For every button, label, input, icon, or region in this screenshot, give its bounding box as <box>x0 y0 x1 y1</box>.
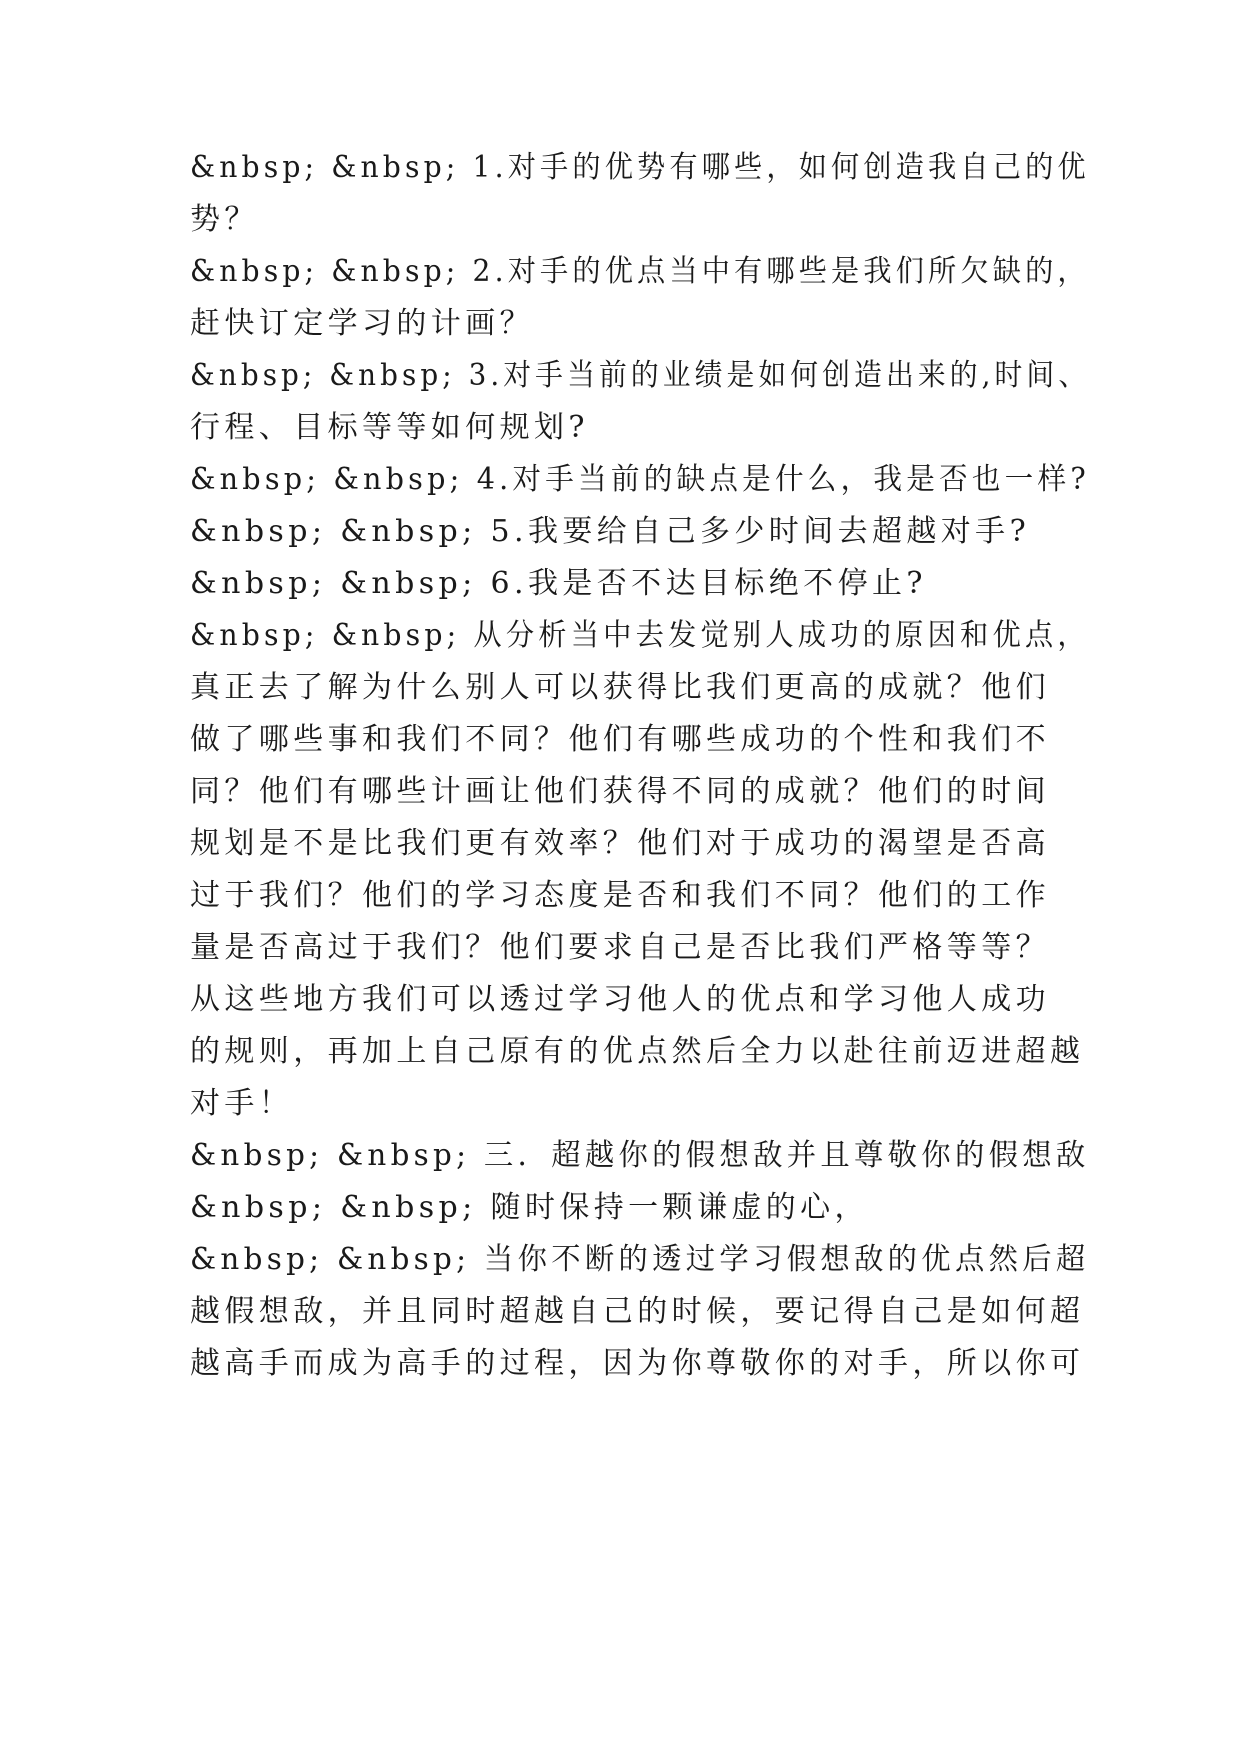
text-line: &nbsp; &nbsp; 从分析当中去发觉别人成功的原因和优点， <box>190 618 1090 653</box>
text-line: &nbsp; &nbsp; 6.我是否不达目标绝不停止? <box>190 566 927 601</box>
text-line: &nbsp; &nbsp; 4.对手当前的缺点是什么，我是否也一样? <box>190 462 1090 497</box>
text-line: 真正去了解为什么别人可以获得比我们更高的成就？他们 <box>190 670 1050 705</box>
text-line: &nbsp; &nbsp; 随时保持一颗谦虚的心， <box>190 1190 869 1225</box>
text-line: &nbsp; &nbsp; 当你不断的透过学习假想敌的优点然后超 <box>190 1242 1090 1277</box>
text-line: 从这些地方我们可以透过学习他人的优点和学习他人成功 <box>190 982 1050 1017</box>
text-line: 量是否高过于我们？他们要求自己是否比我们严格等等？ <box>190 930 1050 965</box>
text-line: 对手！ <box>190 1086 294 1121</box>
text-line: &nbsp; &nbsp; 5.我要给自己多少时间去超越对手? <box>190 514 1031 549</box>
text-line: &nbsp; &nbsp; 3.对手当前的业绩是如何创造出来的,时间、 <box>190 358 1091 393</box>
text-line: 赶快订定学习的计画？ <box>190 306 534 341</box>
text-line: &nbsp; &nbsp; 2.对手的优点当中有哪些是我们所欠缺的， <box>190 254 1090 289</box>
text-line: 过于我们？他们的学习态度是否和我们不同？他们的工作 <box>190 878 1050 913</box>
text-line: 行程、目标等等如何规划? <box>190 410 589 445</box>
text-line: 势？ <box>190 202 259 237</box>
text-line: 做了哪些事和我们不同？他们有哪些成功的个性和我们不 <box>190 722 1050 757</box>
text-line: 的规则，再加上自己原有的优点然后全力以赴往前迈进超越 <box>190 1034 1085 1069</box>
text-line: 规划是不是比我们更有效率？他们对于成功的渴望是否高 <box>190 826 1050 861</box>
text-line: 越假想敌，并且同时超越自己的时候，要记得自己是如何超 <box>190 1294 1085 1329</box>
text-line: 同？他们有哪些计画让他们获得不同的成就？他们的时间 <box>190 774 1050 809</box>
text-line: 越高手而成为高手的过程，因为你尊敬你的对手，所以你可 <box>190 1346 1085 1381</box>
text-line: &nbsp; &nbsp; 1.对手的优势有哪些，如何创造我自己的优 <box>190 150 1090 185</box>
text-line: &nbsp; &nbsp; 三．超越你的假想敌并且尊敬你的假想敌 <box>190 1138 1090 1173</box>
